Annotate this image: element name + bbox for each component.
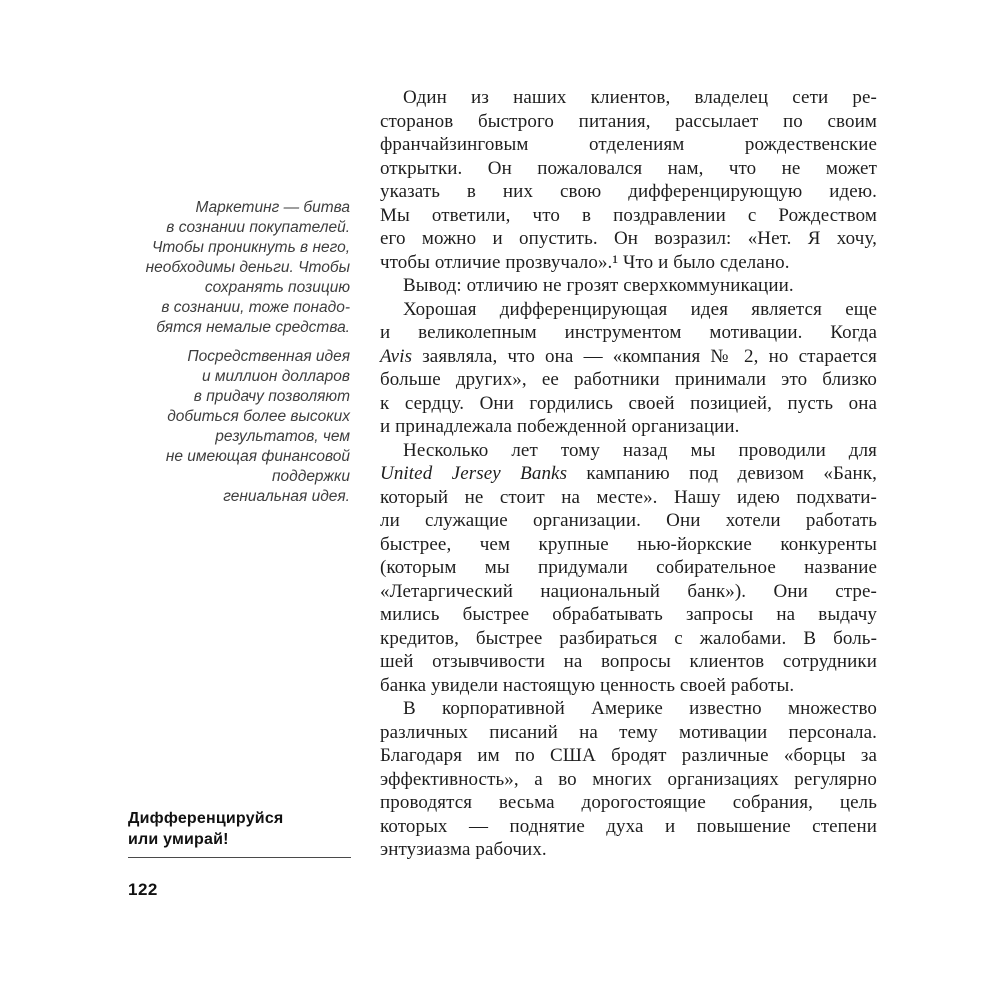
footer-title-line-1: Дифференцируйся (128, 810, 284, 827)
text-line: (которым мы придумали собирательное название (380, 557, 877, 578)
text-line: мились быстрее обрабатывать запросы на выдачу (380, 604, 877, 625)
text-line: к сердцу. Они гордились своей позицией, пусть она (380, 392, 877, 414)
paragraph (380, 274, 877, 298)
text-line: Мы ответили, что в поздравлении с Рождеством (380, 204, 877, 226)
paragraph (380, 298, 877, 439)
text-line: В корпоративной Америке известно множество (403, 698, 877, 719)
text-line: указать в них свою дифференцирующую идею. (380, 181, 877, 202)
text-line: чтобы отличие прозвучало».¹ Что и было сделано. (380, 251, 790, 273)
margin-note (128, 198, 350, 507)
text-line: эффективность», а во многих организациях регулярно (380, 768, 877, 790)
text-line: проводятся весьма дорогостоящие собрания, цель (380, 792, 877, 813)
text-line: не имеющая финансовой (165, 448, 350, 465)
paragraph (128, 198, 350, 338)
text-line: и великолепным инструментом мотивации. Когда (380, 322, 877, 343)
page-number: 122 (128, 880, 158, 899)
footer-rule (128, 857, 351, 858)
text-line: в придачу позволяют (193, 388, 350, 405)
text-line: ли служащие организации. Они хотели работать (380, 510, 877, 531)
text-line: Несколько лет тому назад мы проводили для (403, 439, 877, 461)
text-line: Посредственная идея (187, 348, 350, 365)
text-line: United Jersey Banks кампанию под девизом «Банк, (380, 463, 877, 484)
text-line: поддержки (272, 468, 350, 485)
text-line: франчайзинговым отделениям рождественские (380, 134, 877, 155)
text-line: в сознании покупателей. (166, 219, 350, 236)
text-line: сохранять позицию (204, 279, 350, 296)
text-line: который не стоит на месте». Нашу идею подхвати- (380, 486, 877, 508)
text-line: открытки. Он пожаловался нам, что не может (380, 157, 877, 179)
text-line: различных писаний на тему мотивации персонала. (380, 721, 877, 743)
text-line: Avis заявляла, что она — «компания № 2, но старается (380, 345, 877, 367)
paragraph (380, 697, 877, 862)
text-line: результатов, чем (215, 428, 350, 445)
text-line: энтузиазма рабочих. (380, 839, 547, 860)
text-line: Маркетинг — битва (195, 199, 350, 216)
text-line: которых — поднятие духа и повышение степени (380, 815, 877, 837)
footer-title-line-2: или умирай! (128, 831, 229, 848)
text-line: сторанов быстрого питания, рассылает по своим (380, 110, 877, 132)
running-footer-title (128, 808, 358, 850)
text-line: «Летаргический национальный банк»). Они стре- (380, 580, 877, 602)
paragraph (380, 439, 877, 698)
text-line: Хорошая дифференцирующая идея является еще (403, 298, 877, 320)
text-line: Чтобы проникнуть в него, (151, 239, 350, 256)
text-line: быстрее, чем крупные нью-йоркские конкуренты (380, 533, 877, 555)
text-line: больше других», ее работники принимали это близко (380, 369, 877, 390)
paragraph (380, 86, 877, 274)
body-text (380, 86, 877, 862)
text-line: банка увидели настоящую ценность своей работы. (380, 674, 795, 696)
text-line: его можно и опустить. Он возразил: «Нет. Я хочу, (380, 228, 877, 249)
text-line: шей отзывчивости на вопросы клиентов сотрудники (380, 651, 877, 672)
paragraph (128, 347, 350, 507)
text-line: Вывод: отличию не грозят сверхкоммуникации. (403, 275, 794, 296)
text-line: Один из наших клиентов, владелец сети ре- (403, 87, 877, 108)
text-line: гениальная идея. (223, 488, 350, 505)
text-line: добиться более высоких (167, 408, 350, 425)
text-line: Благодаря им по США бродят различные «борцы за (380, 745, 877, 766)
text-line: необходимы деньги. Чтобы (145, 259, 350, 276)
text-line: и миллион долларов (201, 368, 350, 385)
text-line: и принадлежала побежденной организации. (380, 416, 740, 437)
text-line: кредитов, быстрее разбираться с жалобами. В боль- (380, 627, 877, 649)
text-line: в сознании, тоже понадо- (161, 299, 350, 316)
text-line: бятся немалые средства. (156, 319, 350, 336)
